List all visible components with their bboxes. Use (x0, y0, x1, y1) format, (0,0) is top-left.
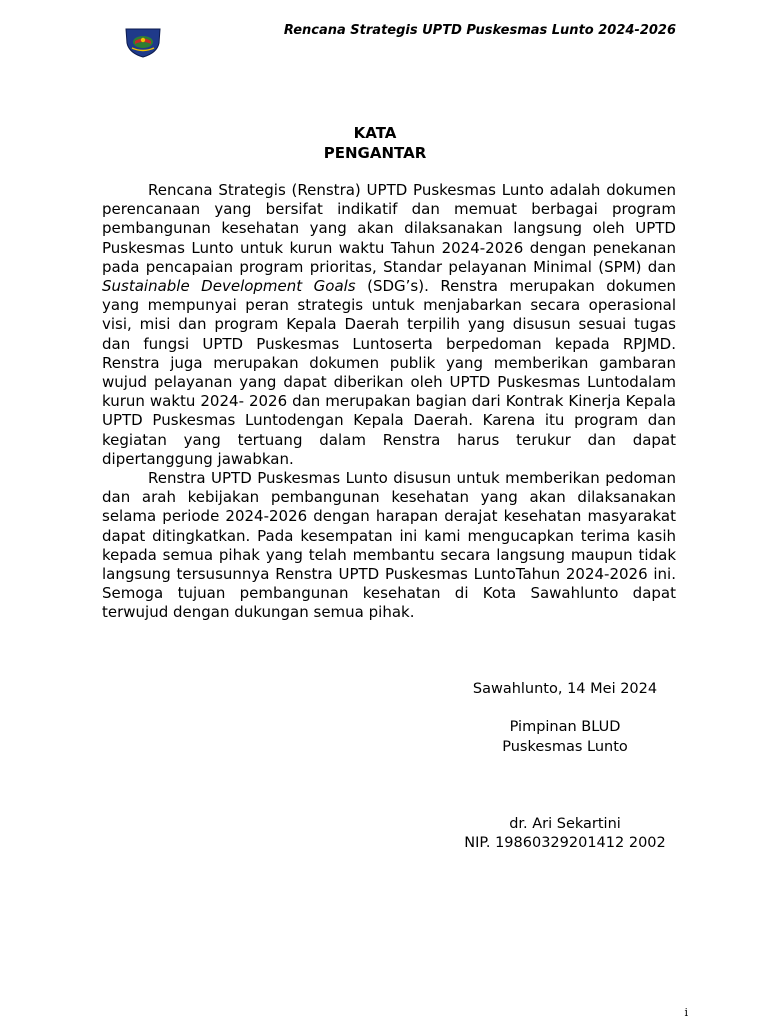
regional-emblem-icon (124, 26, 162, 58)
paragraph-1 (102, 181, 676, 469)
paragraph-1-part-b: (SDG’s). Renstra merupakan dokumen yang mempunyai peran strategis untuk menjabarkan secara operasional visi, misi dan program Kepala Daerah terpilih yang disusun sesuai tugas dan fungsi UPTD Puskesmas Luntoserta berpedoman kepada RPJMD. Renstra juga merupakan dokumen publik yang memberikan gambaran wujud pelayanan yang dapat diberikan oleh UPTD Puskesmas Luntodalam kurun waktu 2024- 2026 dan merupakan bagian dari Kontrak Kinerja Kepala UPTD Puskesmas Luntodengan Kepala Daerah. Karena itu program dan kegiatan yang tertuang dalam Renstra harus terukur dan dapat dipertanggung jawabkan. (102, 277, 676, 468)
paragraph-2: Renstra UPTD Puskesmas Lunto disusun untuk memberikan pedoman dan arah kebijakan pembangunan kesehatan yang akan dilaksanakan selama periode 2024-2026 dengan harapan derajat kesehatan masyarakat dapat ditingkatkan. Pada kesempatan ini kami mengucapkan terima kasih kepada semua pihak yang telah membantu secara langsung maupun tidak langsung tersusunnya Renstra UPTD Puskesmas LuntoTahun 2024-2026 ini. Semoga tujuan pembangunan kesehatan di Kota Sawahlunto dapat terwujud dengan dukungan semua pihak. (102, 469, 676, 622)
header-title: Rencana Strategis UPTD Puskesmas Lunto 2024-2026 (283, 23, 676, 38)
signature-position-line2: Puskesmas Lunto (502, 739, 628, 755)
paragraph-1-part-a: Rencana Strategis (Renstra) UPTD Puskesmas Lunto adalah dokumen perencanaan yang bersifat indikatif dan memuat berbagai program pembangunan kesehatan yang akan dilaksanakan langsung oleh UPTD Puskesmas Lunto untuk kurun waktu Tahun 2024-2026 dengan penekanan pada pencapaian program prioritas, Standar pelayanan Minimal (SPM) dan (102, 181, 676, 276)
foreword-body (102, 181, 676, 623)
signature-nip: NIP. 19860329201412 2002 (464, 835, 666, 851)
page-title-line1: KATA (353, 124, 397, 142)
page-number: i (684, 1006, 688, 1019)
page-title-line2: PENGANTAR (323, 144, 427, 162)
signature-position-line1: Pimpinan BLUD (509, 719, 621, 735)
signature-name: dr. Ari Sekartini (509, 816, 621, 832)
signature-place-date: Sawahlunto, 14 Mei 2024 (472, 681, 658, 697)
paragraph-1-italic: Sustainable Development Goals (102, 277, 356, 296)
